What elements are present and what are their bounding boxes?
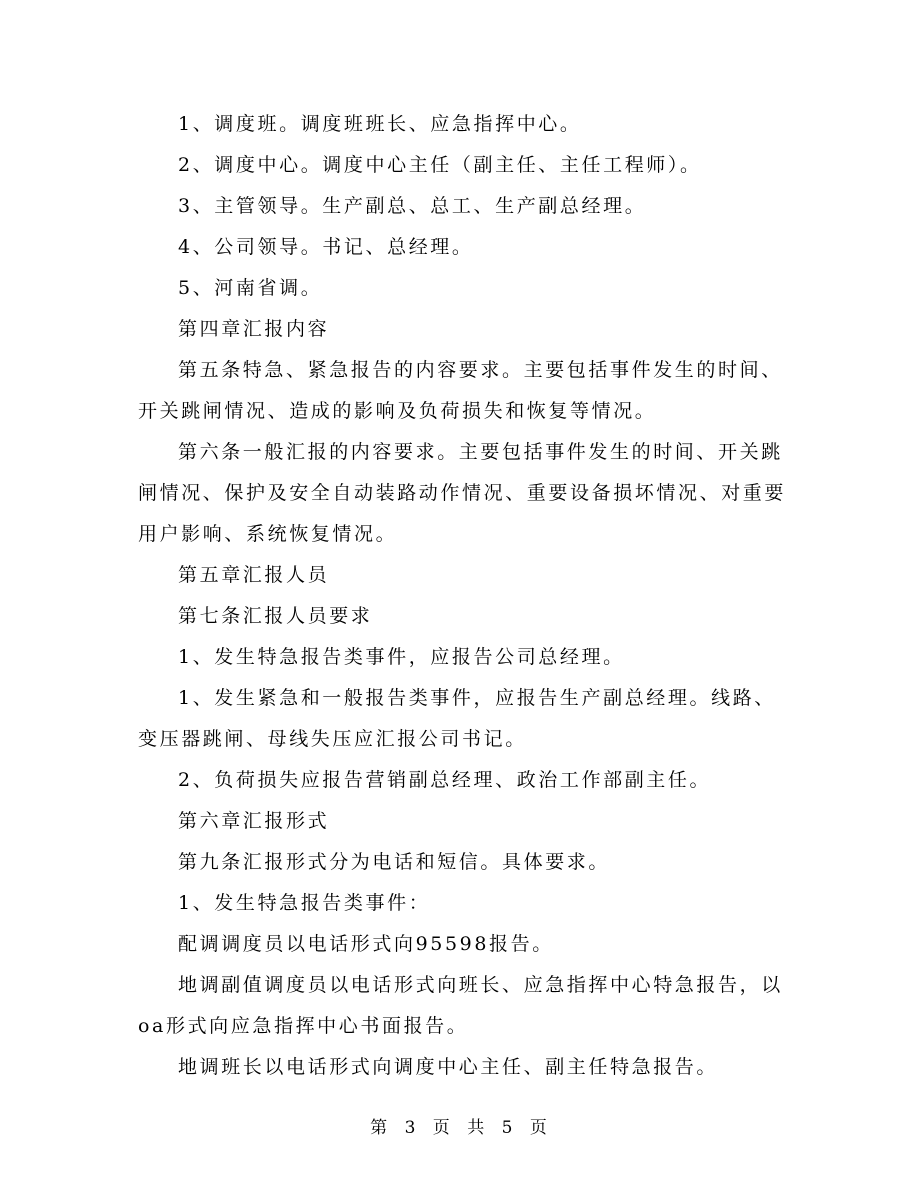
paragraph: 1、发生紧急和一般报告类事件，应报告生产副总经理。线路、变压器跳闸、母线失压应汇报公司书记。 xyxy=(138,687,776,750)
paragraph: 第六条一般汇报的内容要求。主要包括事件发生的时间、开关跳闸情况、保护及安全自动装路动作情况、重要设备损坏情况、对重要用户影响、系统恢复情况。 xyxy=(138,441,787,545)
document-body xyxy=(138,104,788,1088)
paragraph: 配调调度员以电话形式向95598报告。 xyxy=(178,933,554,955)
paragraph: 3、主管领导。生产副总、总工、生产副总经理。 xyxy=(178,195,647,217)
paragraph: 地调班长以电话形式向调度中心主任、副主任特急报告。 xyxy=(178,1056,719,1078)
page-number-footer: 第 3 页 共 5 页 xyxy=(370,1118,550,1138)
paragraph: 2、调度中心。调度中心主任（副主任、主任工程师）。 xyxy=(178,154,702,176)
paragraph: 5、河南省调。 xyxy=(178,277,323,299)
paragraph: 2、负荷损失应报告营销副总经理、政治工作部副主任。 xyxy=(178,769,712,791)
paragraph: 4、公司领导。书记、总经理。 xyxy=(178,236,474,258)
paragraph: 1、调度班。调度班班长、应急指挥中心。 xyxy=(178,113,582,135)
paragraph: 1、发生特急报告类事件： xyxy=(178,892,431,914)
paragraph: 地调副值调度员以电话形式向班长、应急指挥中心特急报告，以oa形式向应急指挥中心书面报告。 xyxy=(138,974,783,1037)
article-heading: 第七条汇报人员要求 xyxy=(178,605,373,627)
paragraph: 1、发生特急报告类事件，应报告公司总经理。 xyxy=(178,646,625,668)
paragraph: 第九条汇报形式分为电话和短信。具体要求。 xyxy=(178,851,611,873)
chapter-heading: 第五章汇报人员 xyxy=(178,564,330,586)
chapter-heading: 第六章汇报形式 xyxy=(178,810,330,832)
chapter-heading: 第四章汇报内容 xyxy=(178,318,330,340)
paragraph: 第五条特急、紧急报告的内容要求。主要包括事件发生的时间、开关跳闸情况、造成的影响及负荷损失和恢复等情况。 xyxy=(138,359,783,422)
